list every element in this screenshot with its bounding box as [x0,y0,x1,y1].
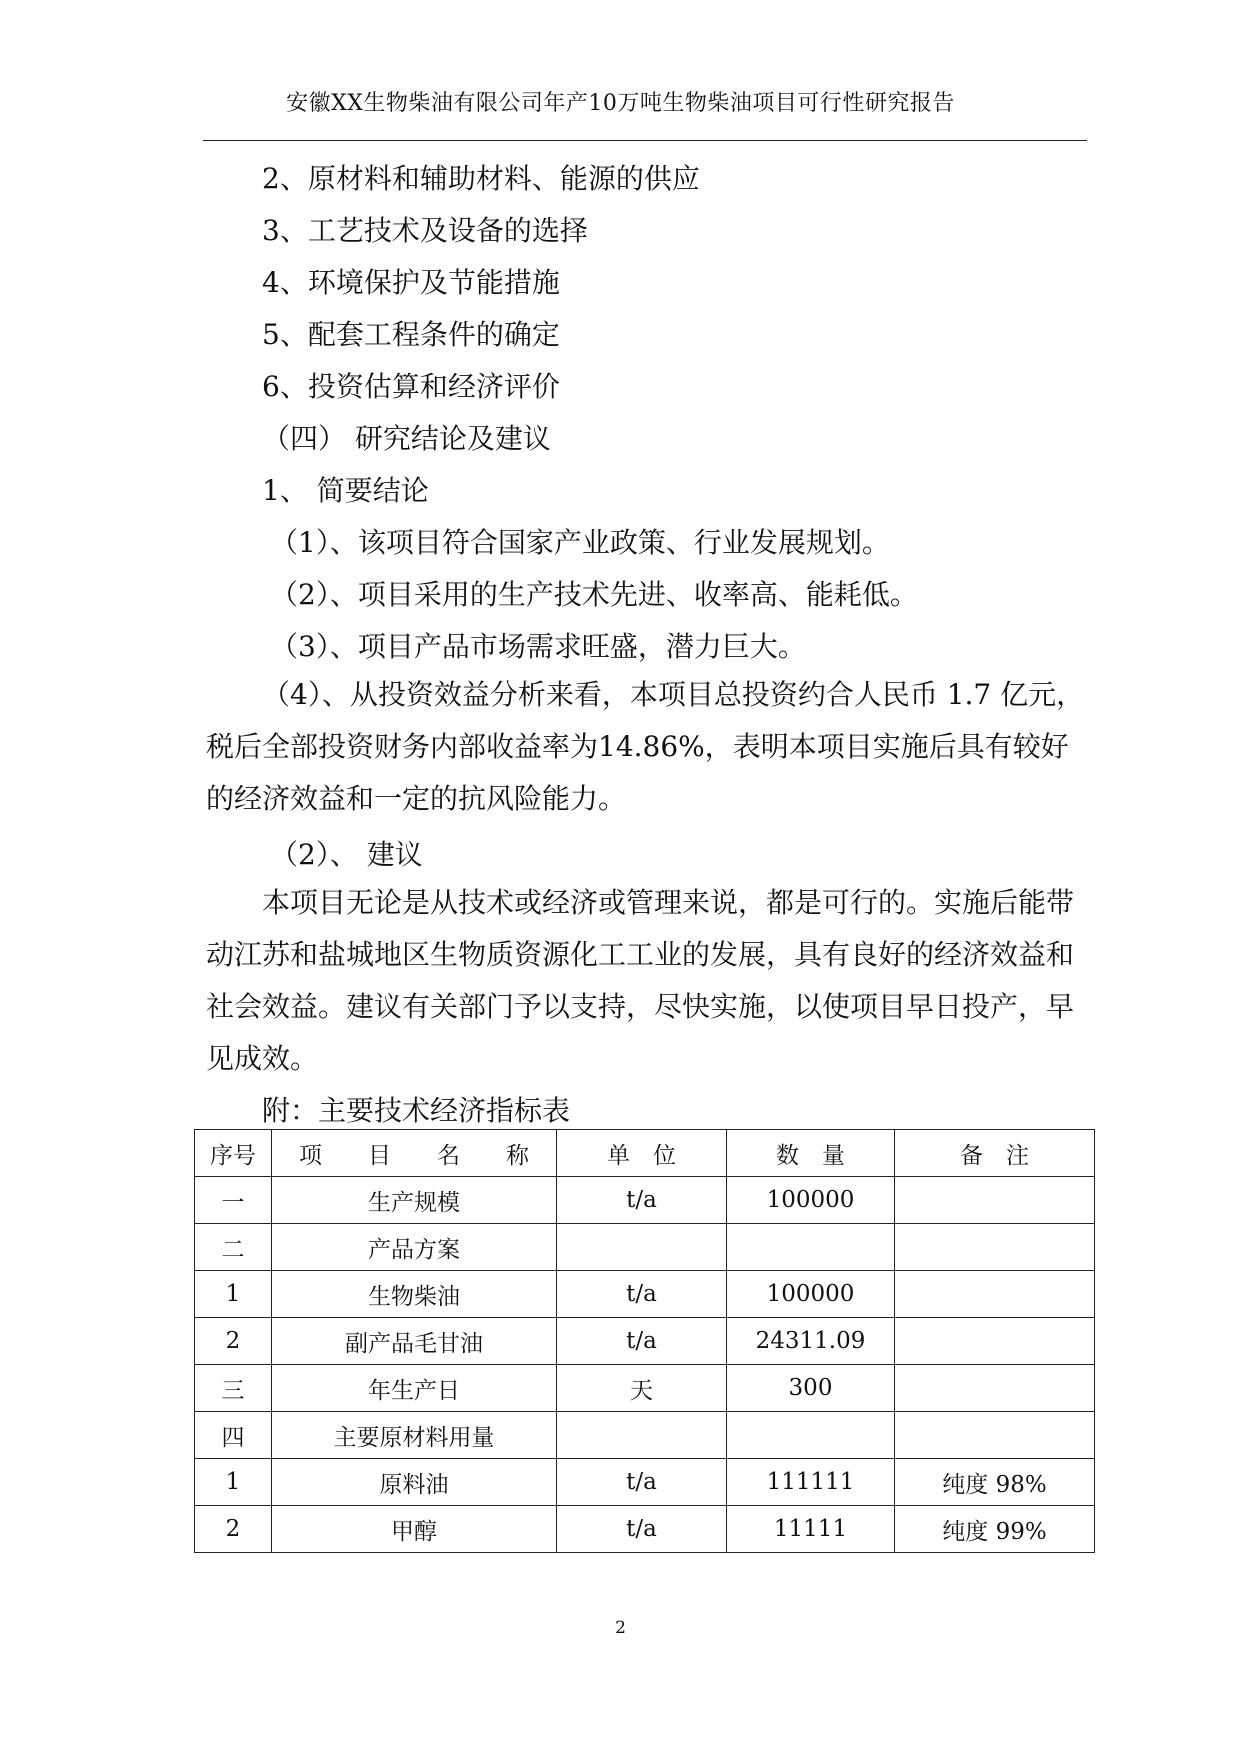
section-heading: （四） 研究结论及建议 [262,422,551,455]
cell-remark [895,1271,1095,1318]
running-header: 安徽XX生物柴油有限公司年产10万吨生物柴油项目可行性研究报告 [286,91,955,116]
cell-unit: t/a [557,1177,727,1224]
cell-index: 2 [195,1506,272,1553]
cell-quantity: 24311.09 [727,1318,895,1365]
cell-name: 原料油 [272,1459,557,1506]
cell-unit: t/a [557,1318,727,1365]
cell-quantity: 11111 [727,1506,895,1553]
cell-index: 2 [195,1318,272,1365]
table-row [195,1271,1095,1318]
suggestion-paragraph [206,877,1086,1085]
cell-name: 副产品毛甘油 [272,1318,557,1365]
cell-name: 产品方案 [272,1224,557,1271]
conclusion-item: （1）、该项目符合国家产业政策、行业发展规划。 [270,526,890,559]
conclusion-item: （2）、项目采用的生产技术先进、收率高、能耗低。 [270,578,918,611]
suggestion-text: 本项目无论是从技术或经济或管理来说，都是可行的。实施后能带动江苏和盐城地区生物质资源化工工业的发展，具有良好的经济效益和社会效益。建议有关部门予以支持，尽快实施，以使项目早日投产，早见成效。 [206,886,1075,1075]
cell-remark [895,1177,1095,1224]
cell-quantity [727,1412,895,1459]
cell-name: 年生产日 [272,1365,557,1412]
cell-remark [895,1318,1095,1365]
list-item: 5、配套工程条件的确定 [262,318,560,351]
cell-index: 三 [195,1365,272,1412]
list-item: 3、工艺技术及设备的选择 [262,214,588,247]
column-header: 数 量 [727,1130,895,1177]
conclusion-item: （3）、项目产品市场需求旺盛，潜力巨大。 [270,630,806,663]
cell-index: 四 [195,1412,272,1459]
cell-quantity: 111111 [727,1459,895,1506]
indicator-table [194,1129,1095,1553]
column-header: 单 位 [557,1130,727,1177]
list-item: 2、原材料和辅助材料、能源的供应 [262,162,700,195]
column-header: 项 目 名 称 [272,1130,557,1177]
conclusion-4-text: （4）、从投资效益分析来看，本项目总投资约合人民币 1.7 亿元，税后全部投资财务内部收益率为14.86%，表明本项目实施后具有较好的经济效益和一定的抗风险能力。 [206,678,1085,815]
table-title: 附：主要技术经济指标表 [262,1094,571,1127]
cell-index: 1 [195,1459,272,1506]
list-item: 6、投资估算和经济评价 [262,370,560,403]
table-row [195,1412,1095,1459]
cell-name: 生产规模 [272,1177,557,1224]
cell-index: 一 [195,1177,272,1224]
cell-remark [895,1365,1095,1412]
list-item: 4、环境保护及节能措施 [262,266,560,299]
cell-unit [557,1224,727,1271]
table-row [195,1365,1095,1412]
table-header-row [195,1130,1095,1177]
cell-unit [557,1412,727,1459]
cell-name: 甲醇 [272,1506,557,1553]
cell-quantity [727,1224,895,1271]
cell-remark [895,1224,1095,1271]
conclusion-paragraph [206,669,1086,825]
cell-remark [895,1412,1095,1459]
cell-index: 二 [195,1224,272,1271]
cell-index: 1 [195,1271,272,1318]
column-header: 备 注 [895,1130,1095,1177]
cell-name: 生物柴油 [272,1271,557,1318]
subsection-heading: 1、 简要结论 [262,474,429,507]
table-row [195,1318,1095,1365]
cell-remark: 纯度 99% [895,1506,1095,1553]
cell-quantity: 300 [727,1365,895,1412]
cell-name: 主要原材料用量 [272,1412,557,1459]
header-rule [203,140,1087,141]
table-row [195,1506,1095,1553]
cell-quantity: 100000 [727,1177,895,1224]
table-row [195,1177,1095,1224]
cell-unit: 天 [557,1365,727,1412]
table-row [195,1459,1095,1506]
page-number: 2 [615,1618,626,1638]
cell-unit: t/a [557,1506,727,1553]
cell-remark: 纯度 98% [895,1459,1095,1506]
column-header: 序号 [195,1130,272,1177]
cell-quantity: 100000 [727,1271,895,1318]
cell-unit: t/a [557,1271,727,1318]
table-row [195,1224,1095,1271]
subsection-heading: （2）、 建议 [270,838,423,871]
cell-unit: t/a [557,1459,727,1506]
